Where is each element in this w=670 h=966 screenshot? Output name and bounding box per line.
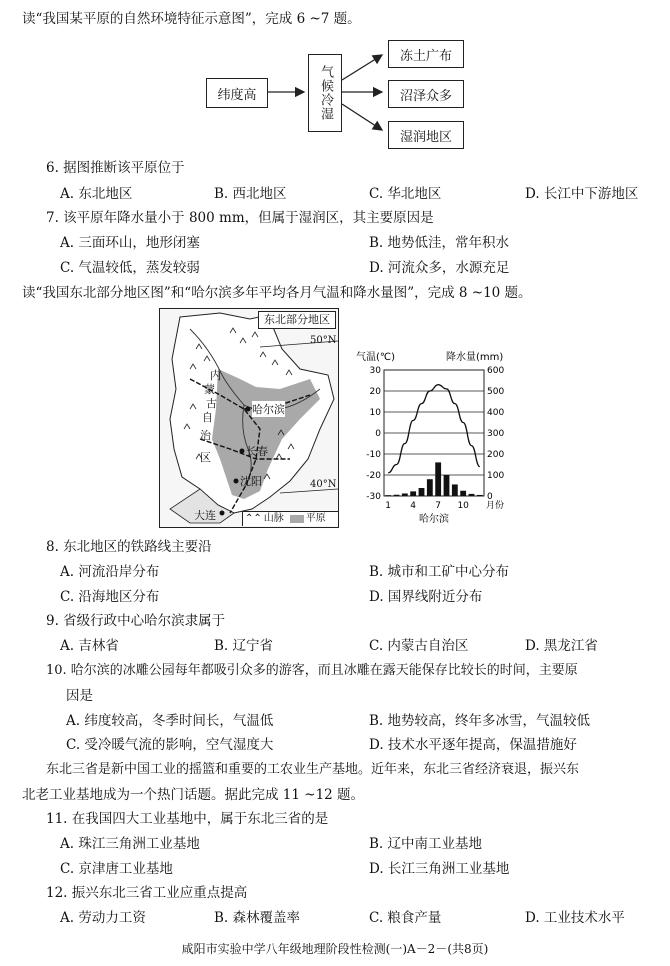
q12-stem: 12. 振兴东北三省工业应重点提高 [46,885,248,901]
q6-stem: 6. 据图推断该平原位于 [46,160,185,176]
q11-option-a[interactable]: A. 珠江三角洲工业基地 [60,836,200,852]
chart-x-tick: 7 [435,501,442,511]
precip-bar [402,493,408,496]
q10-stem-line1: 10. 哈尔滨的冰雕公园每年都吸引众多的游客，而且冰雕在露天能保存比较长的时间，主要原 [46,663,578,678]
temperature-line [388,385,480,473]
chart-left-tick: -20 [366,471,381,481]
q9-option-c[interactable]: C. 内蒙古自治区 [369,638,469,654]
map-region-char-1: 内 [210,369,221,382]
q7-option-d[interactable]: D. 河流众多，水源充足 [369,260,510,276]
q11-option-b[interactable]: B. 辽中南工业基地 [369,836,483,852]
q9-stem: 9. 省级行政中心哈尔滨隶属于 [46,613,226,629]
q10-option-d[interactable]: D. 技术水平逐年提高，保温措施好 [369,737,577,753]
diagram-middle-label: 气候冷湿 [318,65,333,121]
diagram-middle-box [308,54,342,132]
q12-option-c[interactable]: C. 粮食产量 [369,910,442,926]
q8-option-d[interactable]: D. 国界线附近分布 [369,589,483,605]
q8-stem: 8. 东北地区的铁路线主要沿 [46,539,212,555]
chart-ylabel-right: 降水量(mm) [446,352,504,363]
mountain-legend-icon: ⌃⌃ [245,513,262,524]
q10-stem-line2: 因是 [66,688,93,704]
chart-right-tick: 300 [487,429,505,439]
harbin-climate-chart [354,346,514,526]
precip-bar [419,488,425,496]
diagram-right-box-1: 冻土广布 [388,40,464,68]
q12-option-d[interactable]: D. 工业技术水平 [525,910,625,926]
chart-title: 哈尔滨 [419,514,449,525]
chart-right-tick: 100 [487,471,505,481]
precip-bar [394,495,400,496]
q8-option-b[interactable]: B. 城市和工矿中心分布 [369,564,510,580]
chart-right-tick: 200 [487,450,505,460]
precip-bar [477,495,483,496]
intro-q11-12-line1: 东北三省是新中国工业的摇篮和重要的工农业生产基地。近年来，东北三省经济衰退，振兴东 [46,762,580,777]
chart-x-tick: 4 [410,501,417,511]
q10-option-b[interactable]: B. 地势较高，终年多冰雪，气温较低 [369,713,591,729]
map-city-dalian: 大连 [194,509,216,522]
map-region-char-3: 古 [206,397,217,410]
q11-option-c[interactable]: C. 京津唐工业基地 [60,861,173,877]
q6-option-b[interactable]: B. 西北地区 [214,186,287,202]
northeast-map [159,308,339,528]
map-city-changchun: 长春 [246,445,268,458]
chart-right-tick: 600 [487,366,505,376]
chart-left-tick: -10 [366,450,381,460]
q11-stem: 11. 在我国四大工业基地中，属于东北三省的是 [46,811,329,827]
q7-option-c[interactable]: C. 气温较低，蒸发较弱 [60,260,200,276]
chart-left-tick: 10 [369,408,381,418]
precip-bar [410,491,416,496]
chart-right-tick: 0 [487,492,493,502]
map-region-char-4: 自 [202,411,213,424]
chart-ylabel-left: 气温(℃) [356,352,396,363]
climate-chart-svg [354,346,514,526]
q11-option-d[interactable]: D. 长江三角洲工业基地 [369,861,510,877]
precip-bar [460,491,466,496]
chart-x-tick: 10 [457,501,469,511]
precip-bar [452,484,458,496]
precip-bar [385,495,391,496]
chart-right-tick: 500 [487,387,505,397]
precip-bar [427,479,433,496]
precip-bar [444,475,450,496]
q10-option-c[interactable]: C. 受冷暖气流的影响，空气湿度大 [66,737,274,753]
q9-option-a[interactable]: A. 吉林省 [60,638,119,654]
q9-option-b[interactable]: B. 辽宁省 [214,638,274,654]
intro-q6-7: 读“我国某平原的自然环境特征示意图”，完成 6 ~7 题。 [22,11,361,27]
intro-q11-12-line2: 北老工业基地成为一个热门话题。据此完成 11 ~12 题。 [22,787,365,803]
map-legend-mountain: 山脉 [263,513,284,524]
chart-right-tick: 400 [487,408,505,418]
precip-bar [469,494,475,496]
precip-bar [435,462,441,496]
map-legend [242,511,339,526]
q7-option-a[interactable]: A. 三面环山，地形闭塞 [60,235,200,251]
plain-legend-icon [290,515,304,523]
chart-left-tick: 30 [369,366,381,376]
chart-left-tick: -30 [366,492,381,502]
chart-x-tick: 1 [385,501,392,511]
map-region-char-5: 治 [200,429,211,442]
map-region-char-6: 区 [200,451,211,464]
q6-option-a[interactable]: A. 东北地区 [60,186,133,202]
page-footer: 咸阳市实验中学八年级地理阶段性检测(一)A－2－(共8页) [181,942,489,956]
q12-option-b[interactable]: B. 森林覆盖率 [214,910,301,926]
chart-xlabel: 月份 [486,501,505,511]
map-city-shenyang: 沈阳 [240,475,262,488]
map-legend-plain: 平原 [305,513,326,524]
q10-option-a[interactable]: A. 纬度较高，冬季时间长，气温低 [66,713,274,729]
map-city-harbin: 哈尔滨 [252,403,285,416]
diagram-right-box-3: 湿润地区 [388,121,464,149]
map-region-char-2: 蒙 [204,383,215,396]
diagram-left-box: 纬度高 [206,78,268,108]
q12-option-a[interactable]: A. 劳动力工资 [60,910,146,926]
q6-option-c[interactable]: C. 华北地区 [369,186,442,202]
q7-option-b[interactable]: B. 地势低洼，常年积水 [369,235,510,251]
q6-option-d[interactable]: D. 长江中下游地区 [525,186,639,202]
q8-option-c[interactable]: C. 沿海地区分布 [60,589,160,605]
chart-left-tick: 20 [369,387,381,397]
chart-left-tick: 0 [375,429,381,439]
q8-option-a[interactable]: A. 河流沿岸分布 [60,564,160,580]
q7-stem: 7. 该平原年降水量小于 800 mm，但属于湿润区，其主要原因是 [46,210,434,226]
map-lat-40: 40°N [310,479,337,490]
intro-q8-10: 读“我国东北部分地区图”和“哈尔滨多年平均各月气温和降水量图”，完成 8 ~10 题。 [22,285,532,301]
map-title: 东北部分地区 [258,311,336,329]
diagram-right-box-2: 沼泽众多 [388,80,464,108]
q9-option-d[interactable]: D. 黑龙江省 [525,638,598,654]
map-lat-50: 50°N [310,335,337,346]
